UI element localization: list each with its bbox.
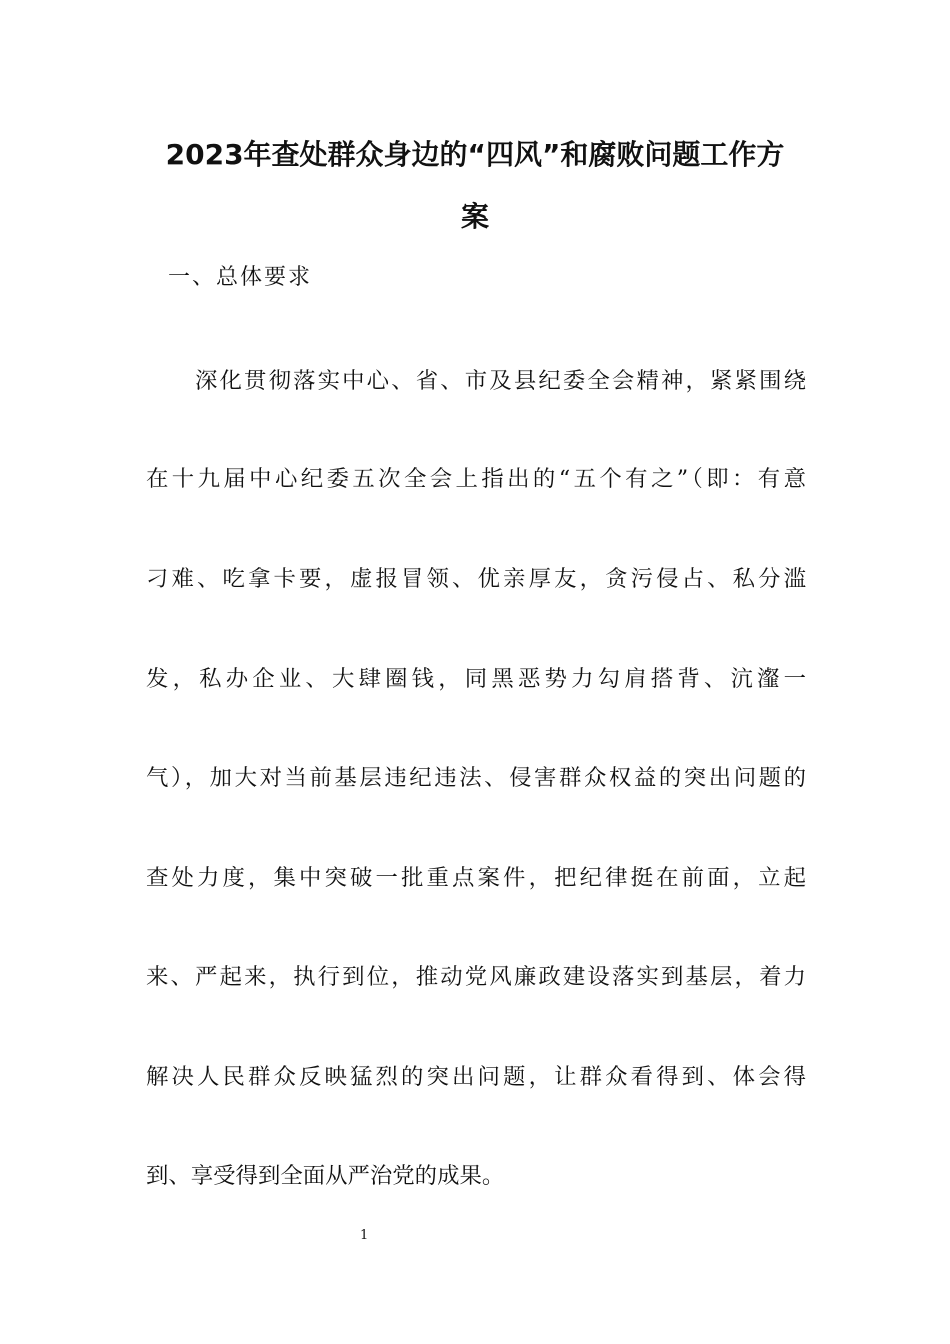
paragraph-line: 深化贯彻落实中心、省、市及县纪委全会精神，紧紧围绕 — [195, 368, 806, 394]
paragraph-line: 刁难、吃拿卡要，虚报冒领、优亲厚友，贪污侵占、私分滥 — [146, 566, 806, 592]
paragraph-line: 解决人民群众反映猛烈的突出问题，让群众看得到、体会得 — [146, 1064, 806, 1090]
document-title — [140, 124, 810, 248]
paragraph-line: 查处力度，集中突破一批重点案件，把纪律挺在前面，立起 — [146, 865, 806, 891]
title-line-1: 2023年查处群众身边的“四风”和腐败问题工作方 — [165, 138, 785, 171]
paragraph-line: 来、严起来，执行到位，推动党风廉政建设落实到基层，着力 — [146, 964, 806, 990]
paragraph-line: 气），加大对当前基层违纪违法、侵害群众权益的突出问题的 — [146, 765, 806, 791]
paragraph-line: 发，私办企业、大肆圈钱，同黑恶势力勾肩搭背、沆瀣一 — [146, 666, 806, 692]
section-heading: 一、总体要求 — [168, 265, 313, 290]
paragraph-line: 到、享受得到全面从严治党的成果。 — [146, 1163, 505, 1189]
page-number: 1 — [360, 1228, 369, 1243]
paragraph-line: 在十九届中心纪委五次全会上指出的“五个有之”（即：有意 — [146, 466, 806, 492]
title-line-2: 案 — [460, 200, 489, 233]
